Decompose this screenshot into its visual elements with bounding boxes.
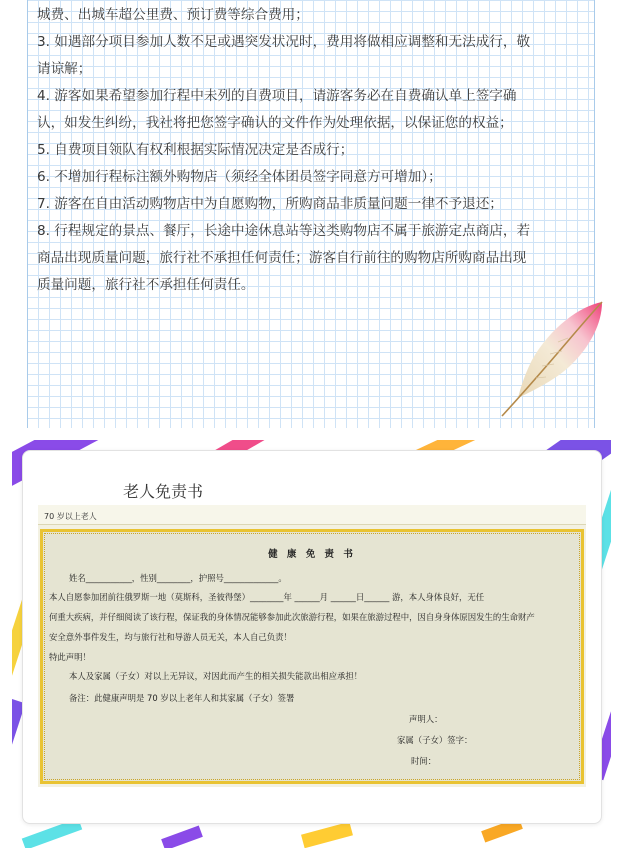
doc-top-label: 70 岁以上老人 xyxy=(38,505,586,525)
waiver-document xyxy=(38,505,586,787)
notes-line: 5. 自费项目领队有权利根据实际情况决定是否成行； xyxy=(37,142,354,158)
decor-stripe xyxy=(301,822,353,848)
decor-stripe xyxy=(161,826,203,848)
doc-sign-declarant: 声明人： xyxy=(409,714,443,724)
notes-line: 质量问题，旅行社不承担任何责任。 xyxy=(37,277,255,293)
grid-left-line xyxy=(27,0,28,428)
doc-heading: 健 康 免 责 书 xyxy=(268,549,356,560)
feather-quill-icon xyxy=(498,298,606,418)
doc-body-line: 本人自愿参加团前往俄罗斯一地（莫斯科，圣彼得堡）________年 ______月 ______日______ 游，本人身体良好，无任 xyxy=(49,592,485,602)
doc-family-line: 本人及家属（子女）对以上无异议，对因此而产生的相关损失能款出相应承担！ xyxy=(69,671,363,681)
notes-line: 6. 不增加行程标注额外购物店（须经全体团员签字同意方可增加）； xyxy=(37,169,442,185)
elder-waiver-section xyxy=(12,440,611,848)
doc-declare: 特此声明！ xyxy=(49,652,91,662)
doc-sign-time: 时间： xyxy=(411,756,437,766)
doc-name-line: 姓名___________，性别________，护照号_____________。 xyxy=(69,573,287,583)
card-title: 老人免责书 xyxy=(123,482,204,501)
notes-line: 商品出现质量问题，旅行社不承担任何责任；游客自行前往的购物店所购商品出现 xyxy=(37,250,527,266)
doc-note: 备注：此健康声明是 70 岁以上老年人和其家属（子女）签署 xyxy=(69,693,295,703)
notes-line: 7. 游客在自由活动购物店中为自愿购物，所购商品非质量问题一律不予退还； xyxy=(37,196,503,212)
doc-body-line: 何重大疾病，并仔细阅读了该行程，保证我的身体情况能够参加此次旅游行程，如果在旅游过程中，因自身身体原因发生的生命财产 xyxy=(49,612,535,622)
waiver-card xyxy=(22,450,602,824)
doc-frame xyxy=(40,529,584,784)
doc-frame-inner xyxy=(44,533,580,780)
notes-line: 4. 游客如果希望参加行程中未列的自费项目，请游客务必在自费确认单上签字确 xyxy=(37,88,517,104)
notes-line: 8. 行程规定的景点、餐厅，长途中途休息站等这类购物店不属于旅游定点商店，若 xyxy=(37,223,531,239)
notes-line: 请谅解； xyxy=(37,61,92,77)
notes-line: 3. 如遇部分项目参加人数不足或遇突发状况时，费用将做相应调整和无法成行，敬 xyxy=(37,34,531,50)
doc-sign-family: 家属（子女）签字： xyxy=(397,735,473,745)
notes-line: 城费、出城车超公里费、预订费等综合费用； xyxy=(37,7,309,23)
notes-line: 认，如发生纠纷，我社将把您签字确认的文件作为处理依据，以保证您的权益； xyxy=(37,115,513,131)
doc-body-line: 安全意外事件发生，均与旅行社和导游人员无关，本人自己负责！ xyxy=(49,632,292,642)
